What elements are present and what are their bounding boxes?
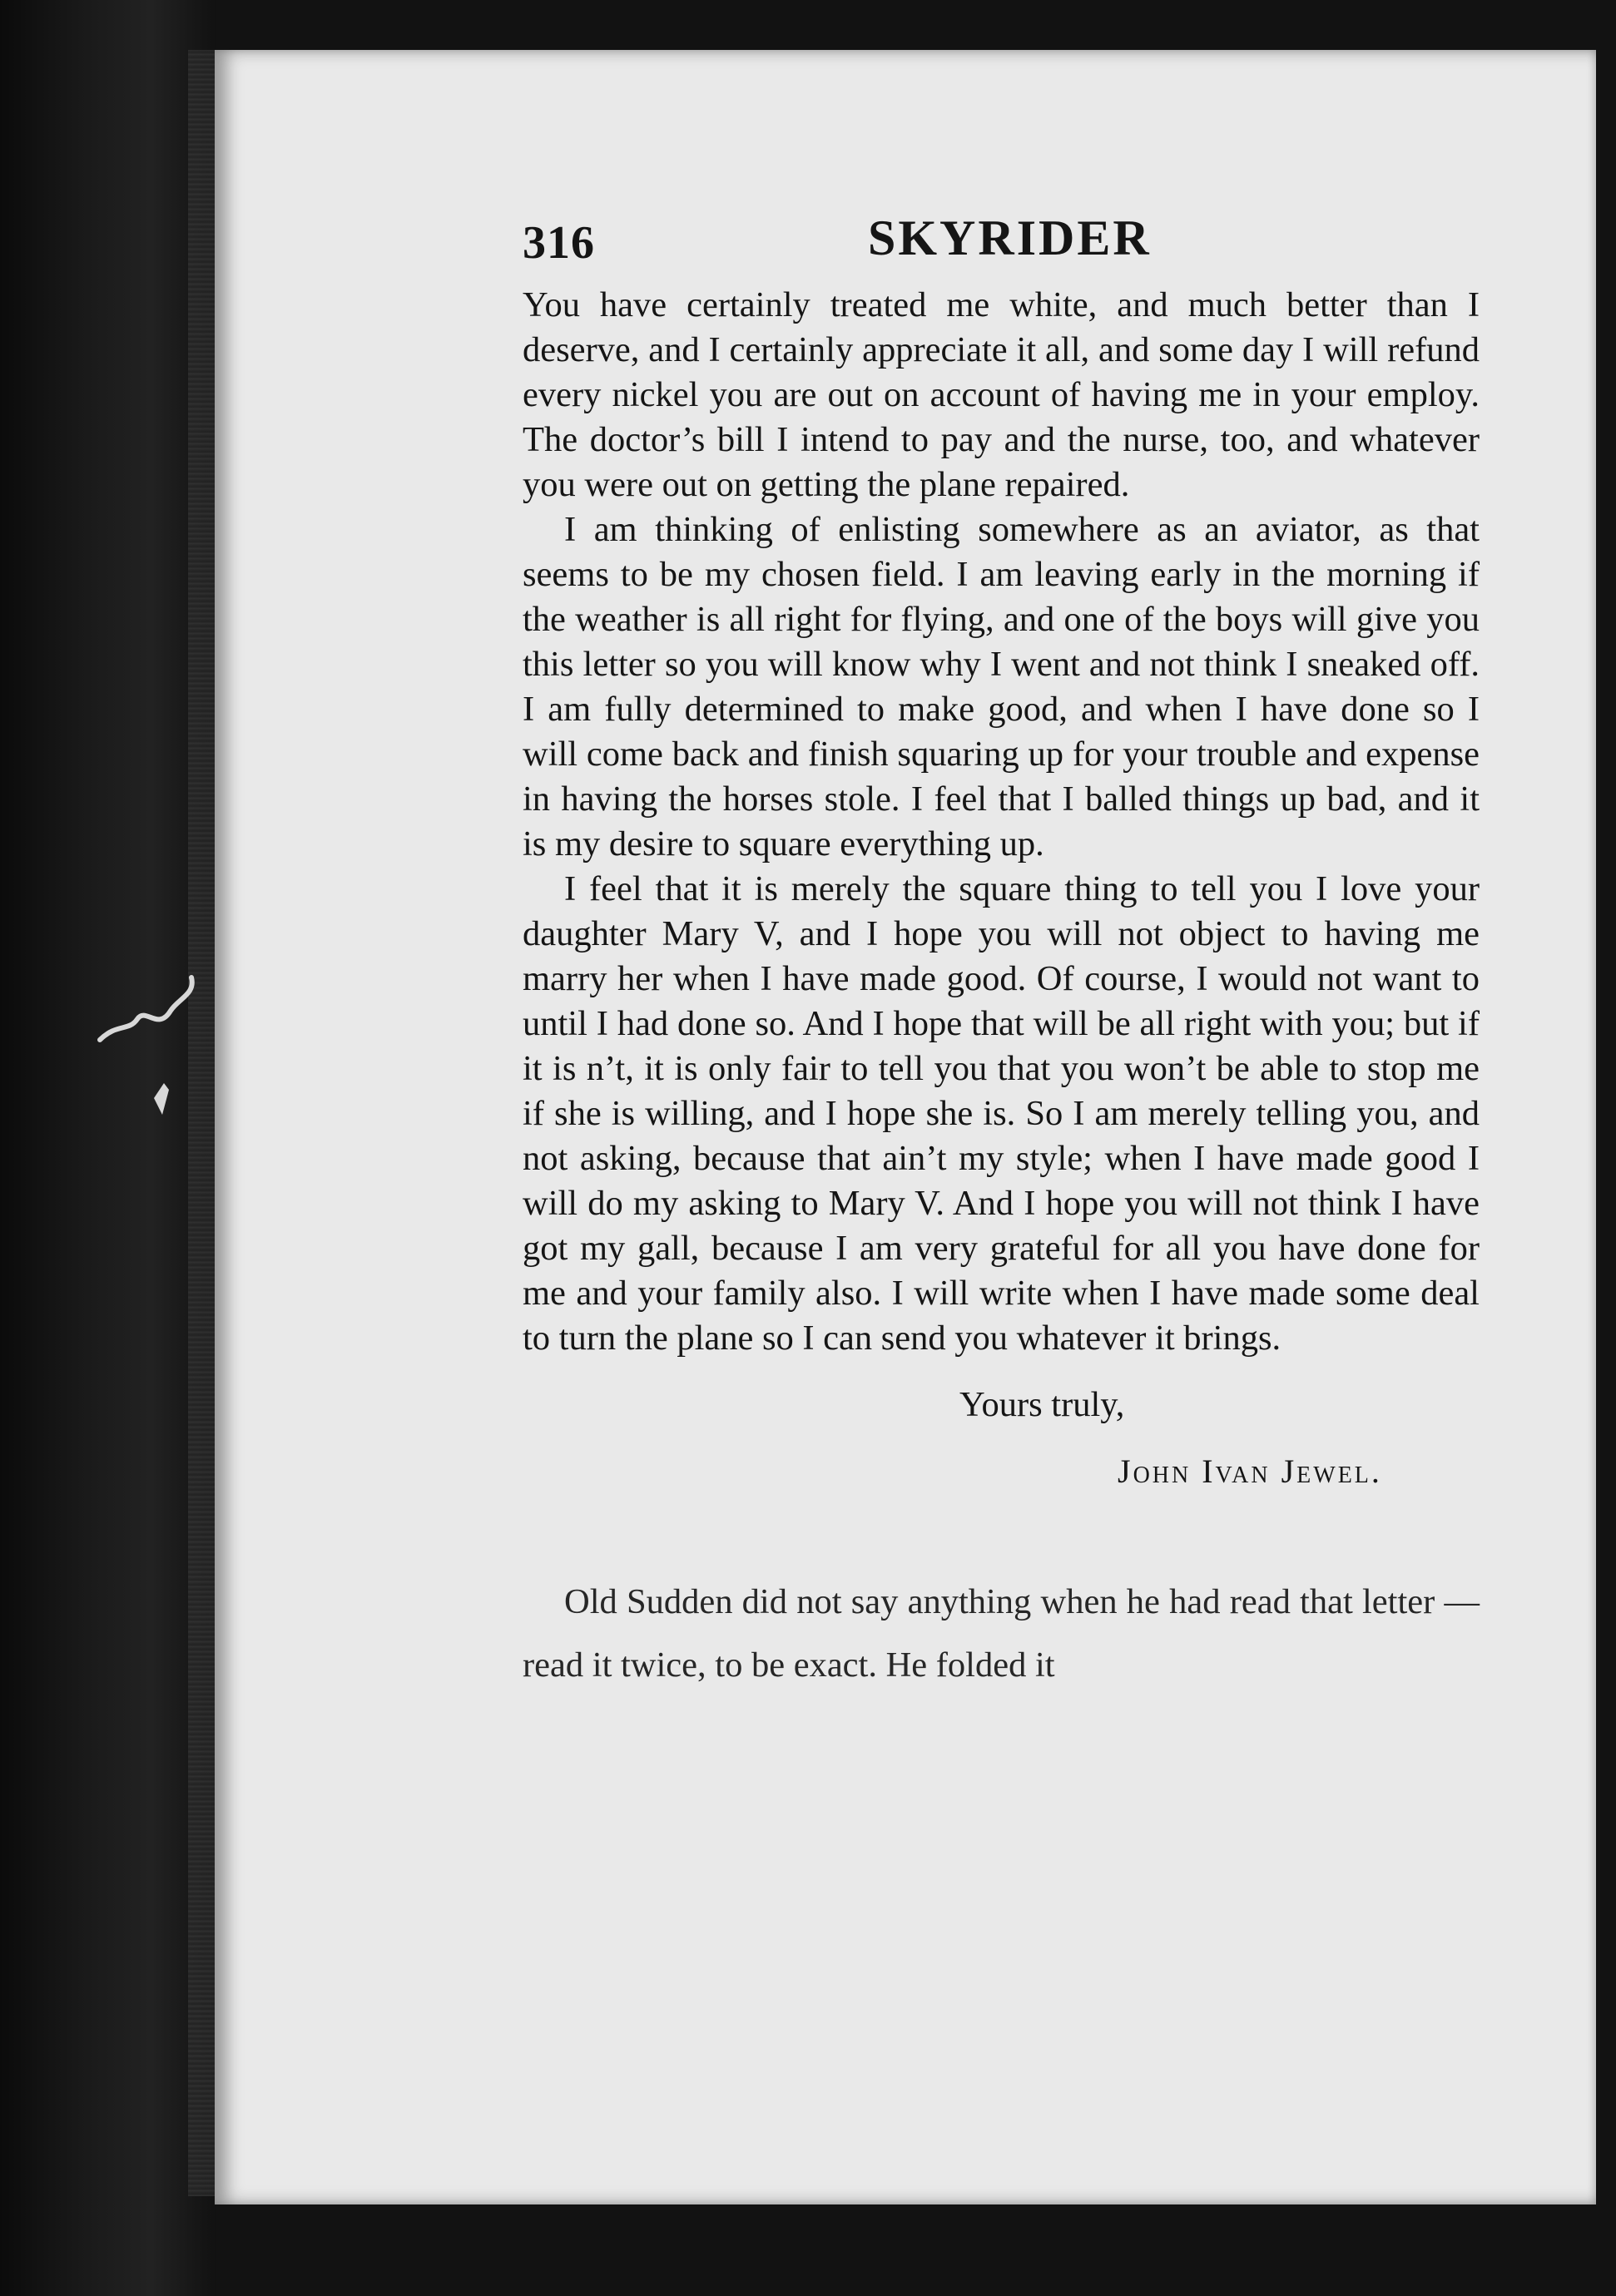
- margin-squiggle-mark: [92, 973, 216, 1140]
- book-binding: [0, 0, 216, 2296]
- letter-closing: Yours truly,: [959, 1385, 1125, 1424]
- narrative-paragraph: Old Sudden did not say anything when he had read that letter — read it twice, to be exact. He folded it: [523, 1582, 1480, 1685]
- letter-paragraph-1: You have certainly treated me white, and much better than I deserve, and I certainly appreciate it all, and some day I will refund every nickel you are out on account of having me in your employ. The doctor’s bill I intend to pay and the nurse, too, and whatever you were out on getting the plane repaired.: [523, 285, 1480, 504]
- narrative-text: [523, 1571, 1480, 1697]
- running-head: [523, 191, 1480, 283]
- book-page: [215, 50, 1596, 2204]
- letter-body: [523, 283, 1480, 1361]
- letter-paragraph-3: I feel that it is merely the square thing to tell you I love your daughter Mary V, and I hope you will not object to having me marry her when I have made good. Of course, I would not want to until I had done so. And I hope that will be all right with you; but if it is n’t, it is only fair to tell you that you won’t be able to stop me if she is willing, and I hope she is. So I am merely telling you, and not asking, because that ain’t my style; when I have made good I will do my asking to Mary V. And I hope you will not think I have got my gall, because I am very grateful for all you have done for me and your family also. I will write when I have made some deal to turn the plane so I can send you whatever it brings.: [523, 869, 1480, 1358]
- letter-paragraph-2: I am thinking of enlisting somewhere as an aviator, as that seems to be my chosen field. I am leaving early in the morning if the weather is all right for flying, and one of the boys will give you this letter so you will know why I went and not think I sneaked off. I am fully determined to make good, and when I have done so I will come back and finish squaring up for your trouble and expense in having the horses stole. I feel that I balled things up bad, and it is my desire to square everything up.: [523, 510, 1480, 863]
- page-content: [523, 191, 1480, 1697]
- running-title: SKYRIDER: [868, 210, 1152, 265]
- letter-signature: John Ivan Jewel.: [1118, 1452, 1382, 1490]
- page-number: 316: [523, 217, 595, 269]
